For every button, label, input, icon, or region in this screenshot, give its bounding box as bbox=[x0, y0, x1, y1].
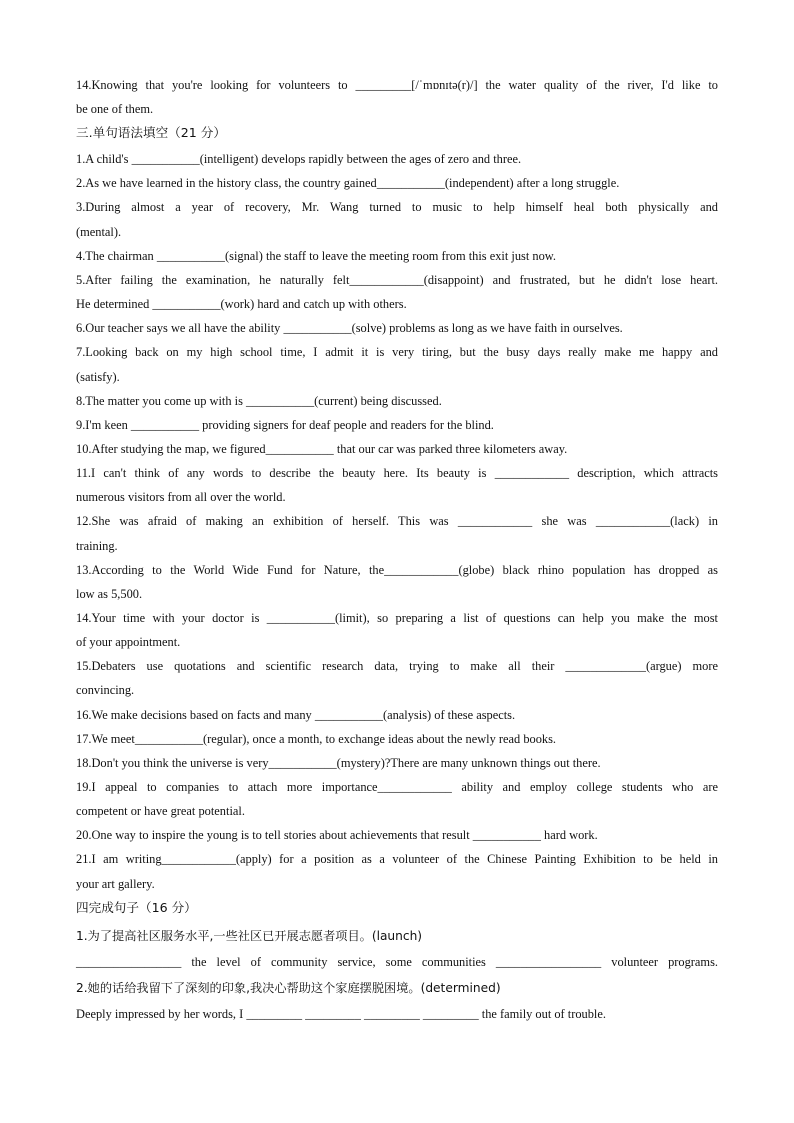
text-line: 21.I am writing____________(apply) for a position as a volunteer of the Chinese Painting Exhibition to be held in bbox=[76, 852, 718, 866]
text-line: numerous visitors from all over the world. bbox=[76, 490, 286, 504]
chinese-prompt-line: 1.为了提高社区服务水平,一些社区已开展志愿者项目。(launch) bbox=[76, 929, 423, 943]
text-line: 9.I'm keen ___________ providing signers for deaf people and readers for the blind. bbox=[76, 418, 494, 432]
text-line: 14.Your time with your doctor is ___________(limit), so preparing a list of questions can help you make the most bbox=[76, 611, 718, 625]
text-line: 10.After studying the map, we figured___________ that our car was parked three kilometers away. bbox=[76, 442, 568, 456]
text-line: 1.A child's ___________(intelligent) develops rapidly between the ages of zero and three. bbox=[76, 152, 522, 166]
text-line: of your appointment. bbox=[76, 635, 181, 649]
text-line: _________________ the level of community service, some communities _________________ volunteer programs. bbox=[76, 955, 718, 969]
text-line: low as 5,500. bbox=[76, 587, 143, 601]
text-line: (satisfy). bbox=[76, 370, 120, 384]
text-line: 14.Knowing that you're looking for volunteers to _________[/ˈmɒnɪtə(r)/] the water quality of the river, I'd like to bbox=[76, 78, 718, 92]
text-line: 19.I appeal to companies to attach more importance____________ ability and employ college students who are bbox=[76, 780, 718, 794]
chinese-prompt-line: 2.她的话给我留下了深刻的印象,我决心帮助这个家庭摆脱困境。(determined) bbox=[76, 981, 501, 995]
text-line: Deeply impressed by her words, I _________ _________ _________ _________ the family out of trouble. bbox=[76, 1007, 606, 1021]
text-line: 15.Debaters use quotations and scientific research data, trying to make all their _____________(argue) more bbox=[76, 659, 718, 673]
text-line: He determined ___________(work) hard and catch up with others. bbox=[76, 297, 407, 311]
text-line: convincing. bbox=[76, 683, 135, 697]
text-line: 5.After failing the examination, he naturally felt____________(disappoint) and frustrated, but he didn't lose heart. bbox=[76, 273, 718, 287]
text-line: 20.One way to inspire the young is to tell stories about achievements that result ___________ hard work. bbox=[76, 828, 598, 842]
text-line: 7.Looking back on my high school time, I admit it is very tiring, but the busy days really make me happy and bbox=[76, 345, 718, 359]
text-line: 3.During almost a year of recovery, Mr. Wang turned to music to help himself heal both physically and bbox=[76, 200, 718, 214]
section-heading: 四完成句子（16 分） bbox=[76, 900, 197, 915]
text-line: (mental). bbox=[76, 225, 122, 239]
text-line: 2.As we have learned in the history class, the country gained___________(independent) after a long struggle. bbox=[76, 176, 620, 190]
text-line: 18.Don't you think the universe is very___________(mystery)?There are many unknown things out there. bbox=[76, 756, 601, 770]
text-line: 4.The chairman ___________(signal) the staff to leave the meeting room from this exit just now. bbox=[76, 249, 557, 263]
text-line: 11.I can't think of any words to describe the beauty here. Its beauty is ____________ description, which attracts bbox=[76, 466, 718, 480]
text-line: 16.We make decisions based on facts and many ___________(analysis) of these aspects. bbox=[76, 708, 516, 722]
text-line: 12.She was afraid of making an exhibition of herself. This was ____________ she was ____________(lack) in bbox=[76, 514, 718, 528]
text-line: 6.Our teacher says we all have the ability ___________(solve) problems as long as we have faith in ourselves. bbox=[76, 321, 623, 335]
text-line: 13.According to the World Wide Fund for Nature, the____________(globe) black rhino population has dropped as bbox=[76, 563, 718, 577]
text-line: 8.The matter you come up with is ___________(current) being discussed. bbox=[76, 394, 442, 408]
text-line: your art gallery. bbox=[76, 877, 155, 891]
text-line: be one of them. bbox=[76, 102, 154, 116]
section-heading: 三.单句语法填空（21 分） bbox=[76, 125, 226, 140]
text-line: training. bbox=[76, 539, 118, 553]
text-line: 17.We meet___________(regular), once a month, to exchange ideas about the newly read books. bbox=[76, 732, 557, 746]
text-line: competent or have great potential. bbox=[76, 804, 245, 818]
